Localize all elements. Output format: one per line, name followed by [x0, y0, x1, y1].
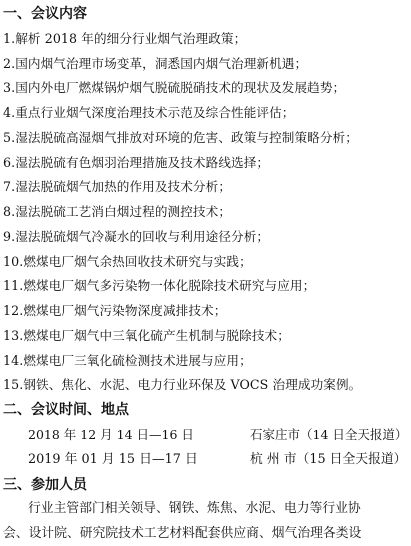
- schedule-row: [28, 425, 407, 445]
- content-item-5: 5.湿法脱硫高湿烟气排放对环境的危害、政策与控制策略分析；: [3, 129, 358, 145]
- section-heading-meeting-content: 一、会议内容: [3, 6, 87, 22]
- content-item-3: 3.国内外电厂燃煤锅炉烟气脱硫脱硝技术的现状及发展趋势；: [3, 80, 346, 96]
- schedule-place: 石家庄市（14 日全天报道）: [250, 427, 408, 442]
- content-item-2: 2.国内烟气治理市场变革，洞悉国内烟气治理新机遇；: [3, 55, 308, 71]
- content-item-13: 13.燃煤电厂烟气中三氧化硫产生机制与脱除技术；: [3, 327, 290, 343]
- schedule-date: 2018 年 12 月 14 日—16 日: [28, 427, 194, 442]
- content-item-7: 7.湿法脱硫烟气加热的作用及技术分析；: [3, 179, 232, 195]
- content-item-9: 9.湿法脱硫烟气冷凝水的回收与利用途径分析；: [3, 228, 270, 244]
- content-item-10: 10.燃煤电厂烟气余热回收技术研究与实践；: [3, 253, 252, 269]
- content-item-11: 11.燃煤电厂烟气多污染物一体化脱除技术研究与应用；: [3, 278, 316, 294]
- schedule-date: 2019 年 01 月 15 日—17 日: [28, 451, 198, 467]
- section-heading-time-place: 二、会议时间、地点: [3, 402, 129, 419]
- schedule-row: [28, 450, 406, 470]
- content-item-14: 14.燃煤电厂三氧化硫检测技术进展与应用；: [3, 352, 252, 368]
- content-item-12: 12.燃煤电厂烟气污染物深度减排技术；: [3, 303, 227, 319]
- participants-paragraph-line-1: 行业主管部门相关领导、钢铁、炼焦、水泥、电力等行业协: [28, 501, 361, 517]
- content-item-15: 15.钢铁、焦化、水泥、电力行业环保及 VOCS 治理成功案例。: [3, 377, 362, 393]
- content-item-1: 1.解析 2018 年的细分行业烟气治理政策；: [3, 30, 247, 46]
- content-item-8: 8.湿法脱硫工艺消白烟过程的测控技术；: [3, 204, 232, 220]
- participants-paragraph-line-2: 会、设计院、研究院技术工艺材料配套供应商、烟气治理各类设: [3, 526, 362, 541]
- content-item-6: 6.湿法脱硫有色烟羽治理措施及技术路线选择；: [3, 154, 270, 170]
- content-item-4: 4.重点行业烟气深度治理技术示范及综合性能评估；: [3, 105, 295, 120]
- section-heading-participants: 三、参加人员: [3, 476, 87, 493]
- schedule-place: 杭 州 市（15 日全天报道）: [250, 451, 407, 467]
